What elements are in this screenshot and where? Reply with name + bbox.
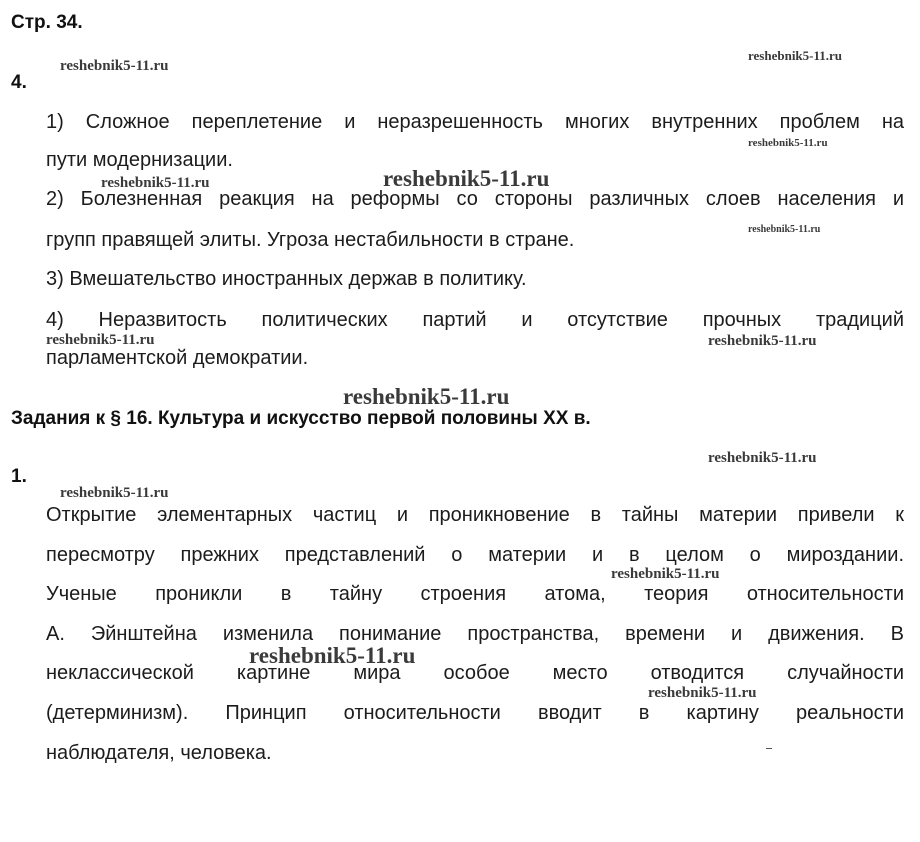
- answer-paragraph-line-4: А. Эйнштейна изменила понимание пространства, времени и движения. В: [46, 623, 904, 645]
- answer-item-1-line-2: пути модернизации.: [46, 149, 233, 171]
- answer-item-2-line-2: групп правящей элиты. Угроза нестабильности в стране.: [46, 229, 575, 251]
- answer-paragraph-line-3: Ученые проникли в тайну строения атома, теория относительности: [46, 583, 904, 605]
- watermark: reshebnik5-11.ru: [343, 384, 510, 409]
- answer-paragraph-line-6: (детерминизм). Принцип относительности вводит в картину реальности: [46, 702, 904, 724]
- watermark: reshebnik5-11.ru: [748, 48, 843, 63]
- stray-dash-mark: [766, 748, 772, 749]
- task-number-4: 4.: [11, 72, 27, 93]
- watermark: reshebnik5-11.ru: [60, 485, 169, 501]
- watermark: reshebnik5-11.ru: [648, 685, 757, 701]
- watermark: reshebnik5-11.ru: [748, 224, 821, 235]
- page-number: Стр. 34.: [11, 12, 83, 33]
- answer-paragraph-line-5: неклассической картине мира особое место отводится случайности: [46, 662, 904, 684]
- watermark: reshebnik5-11.ru: [708, 333, 817, 349]
- watermark: reshebnik5-11.ru: [708, 450, 817, 466]
- answer-paragraph-line-7: наблюдателя, человека.: [46, 742, 272, 764]
- answer-item-4-line-1: 4) Неразвитость политических партий и отсутствие прочных традиций: [46, 309, 904, 331]
- watermark: reshebnik5-11.ru: [46, 332, 155, 348]
- watermark: reshebnik5-11.ru: [383, 166, 550, 191]
- section-heading: Задания к § 16. Культура и искусство первой половины XX в.: [11, 408, 591, 429]
- watermark: reshebnik5-11.ru: [60, 58, 169, 74]
- answer-paragraph-line-1: Открытие элементарных частиц и проникновение в тайны материи привели к: [46, 504, 904, 526]
- watermark: reshebnik5-11.ru: [249, 643, 416, 668]
- answer-item-3-line-1: 3) Вмешательство иностранных держав в политику.: [46, 268, 527, 290]
- watermark: reshebnik5-11.ru: [748, 137, 828, 149]
- answer-item-2-line-1: 2) Болезненная реакция на реформы со стороны различных слоев населения и: [46, 188, 904, 210]
- answer-item-1-line-1: 1) Сложное переплетение и неразрешенность многих внутренних проблем на: [46, 111, 904, 133]
- watermark: reshebnik5-11.ru: [101, 175, 210, 191]
- task-number-1: 1.: [11, 466, 27, 487]
- answer-item-4-line-2: парламентской демократии.: [46, 347, 309, 369]
- watermark: reshebnik5-11.ru: [611, 566, 720, 582]
- answer-paragraph-line-2: пересмотру прежних представлений о материи и в целом о мироздании.: [46, 544, 904, 566]
